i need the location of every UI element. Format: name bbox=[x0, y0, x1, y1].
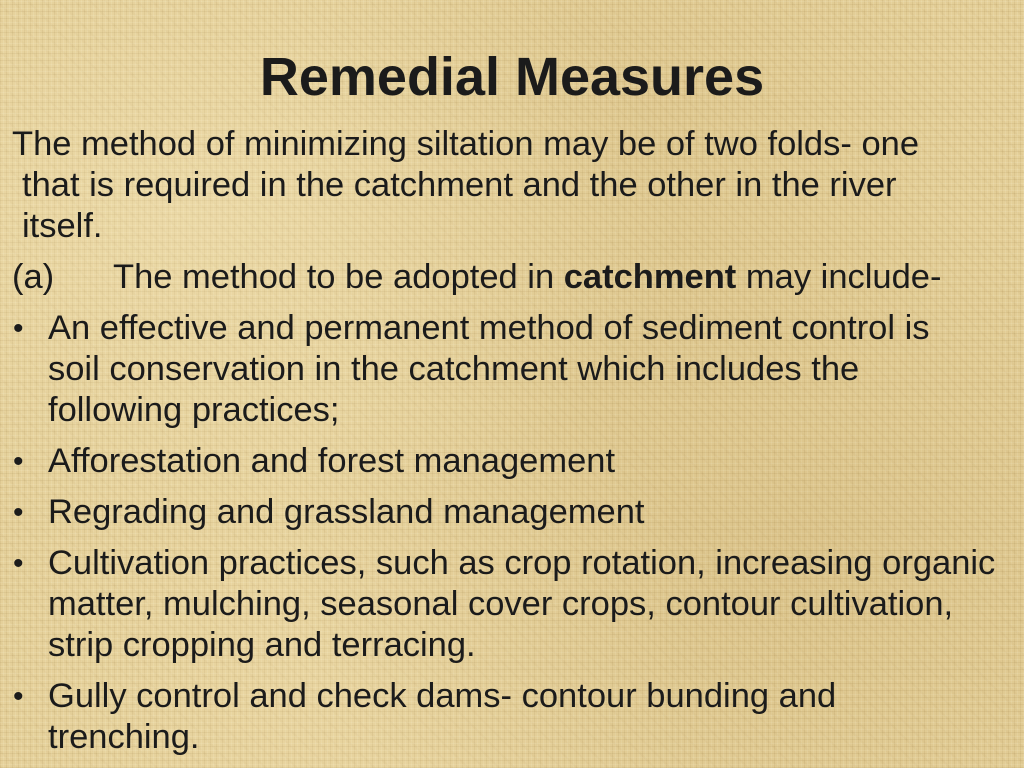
intro-line: The method of minimizing siltation may be of two folds- one bbox=[12, 125, 920, 163]
bullet-item bbox=[0, 492, 1024, 533]
bullet-item bbox=[0, 676, 1024, 758]
bullet-line: soil conservation in the catchment which includes the bbox=[48, 350, 860, 388]
bullet-line: strip cropping and terracing. bbox=[48, 626, 476, 664]
bullet-line: Regrading and grassland management bbox=[48, 493, 645, 531]
bullet-item bbox=[0, 441, 1024, 482]
bullet-line: Cultivation practices, such as crop rotation, increasing organic bbox=[48, 544, 996, 582]
slide-body bbox=[0, 124, 1024, 758]
bullet-marker: • bbox=[13, 547, 24, 580]
intro-line: itself. bbox=[22, 207, 103, 245]
subheading-label: (a) bbox=[12, 258, 55, 296]
bullet-line: An effective and permanent method of sediment control is bbox=[48, 309, 930, 347]
subheading-line bbox=[0, 257, 1024, 298]
bullet-list bbox=[0, 308, 1024, 758]
bullet-marker: • bbox=[13, 496, 24, 529]
bullet-line: Gully control and check dams- contour bunding and bbox=[48, 677, 837, 715]
slide-title: Remedial Measures bbox=[259, 47, 765, 107]
bullet-line: following practices; bbox=[48, 391, 340, 429]
bullet-line: trenching. bbox=[48, 718, 200, 756]
bullet-marker: • bbox=[13, 680, 24, 713]
intro-paragraph bbox=[0, 124, 1024, 247]
bullet-line: Afforestation and forest management bbox=[48, 442, 616, 480]
bullet-item bbox=[0, 543, 1024, 666]
bullet-marker: • bbox=[13, 445, 24, 478]
bullet-line: matter, mulching, seasonal cover crops, contour cultivation, bbox=[48, 585, 954, 623]
subheading-text-before: The method to be adopted in bbox=[113, 258, 564, 296]
bullet-item bbox=[0, 308, 1024, 431]
bullet-marker: • bbox=[13, 312, 24, 345]
intro-line: that is required in the catchment and the other in the river bbox=[22, 166, 897, 204]
subheading bbox=[0, 257, 1024, 298]
subheading-bold-word: catchment bbox=[563, 258, 737, 296]
subheading-text-after: may include- bbox=[736, 258, 942, 296]
